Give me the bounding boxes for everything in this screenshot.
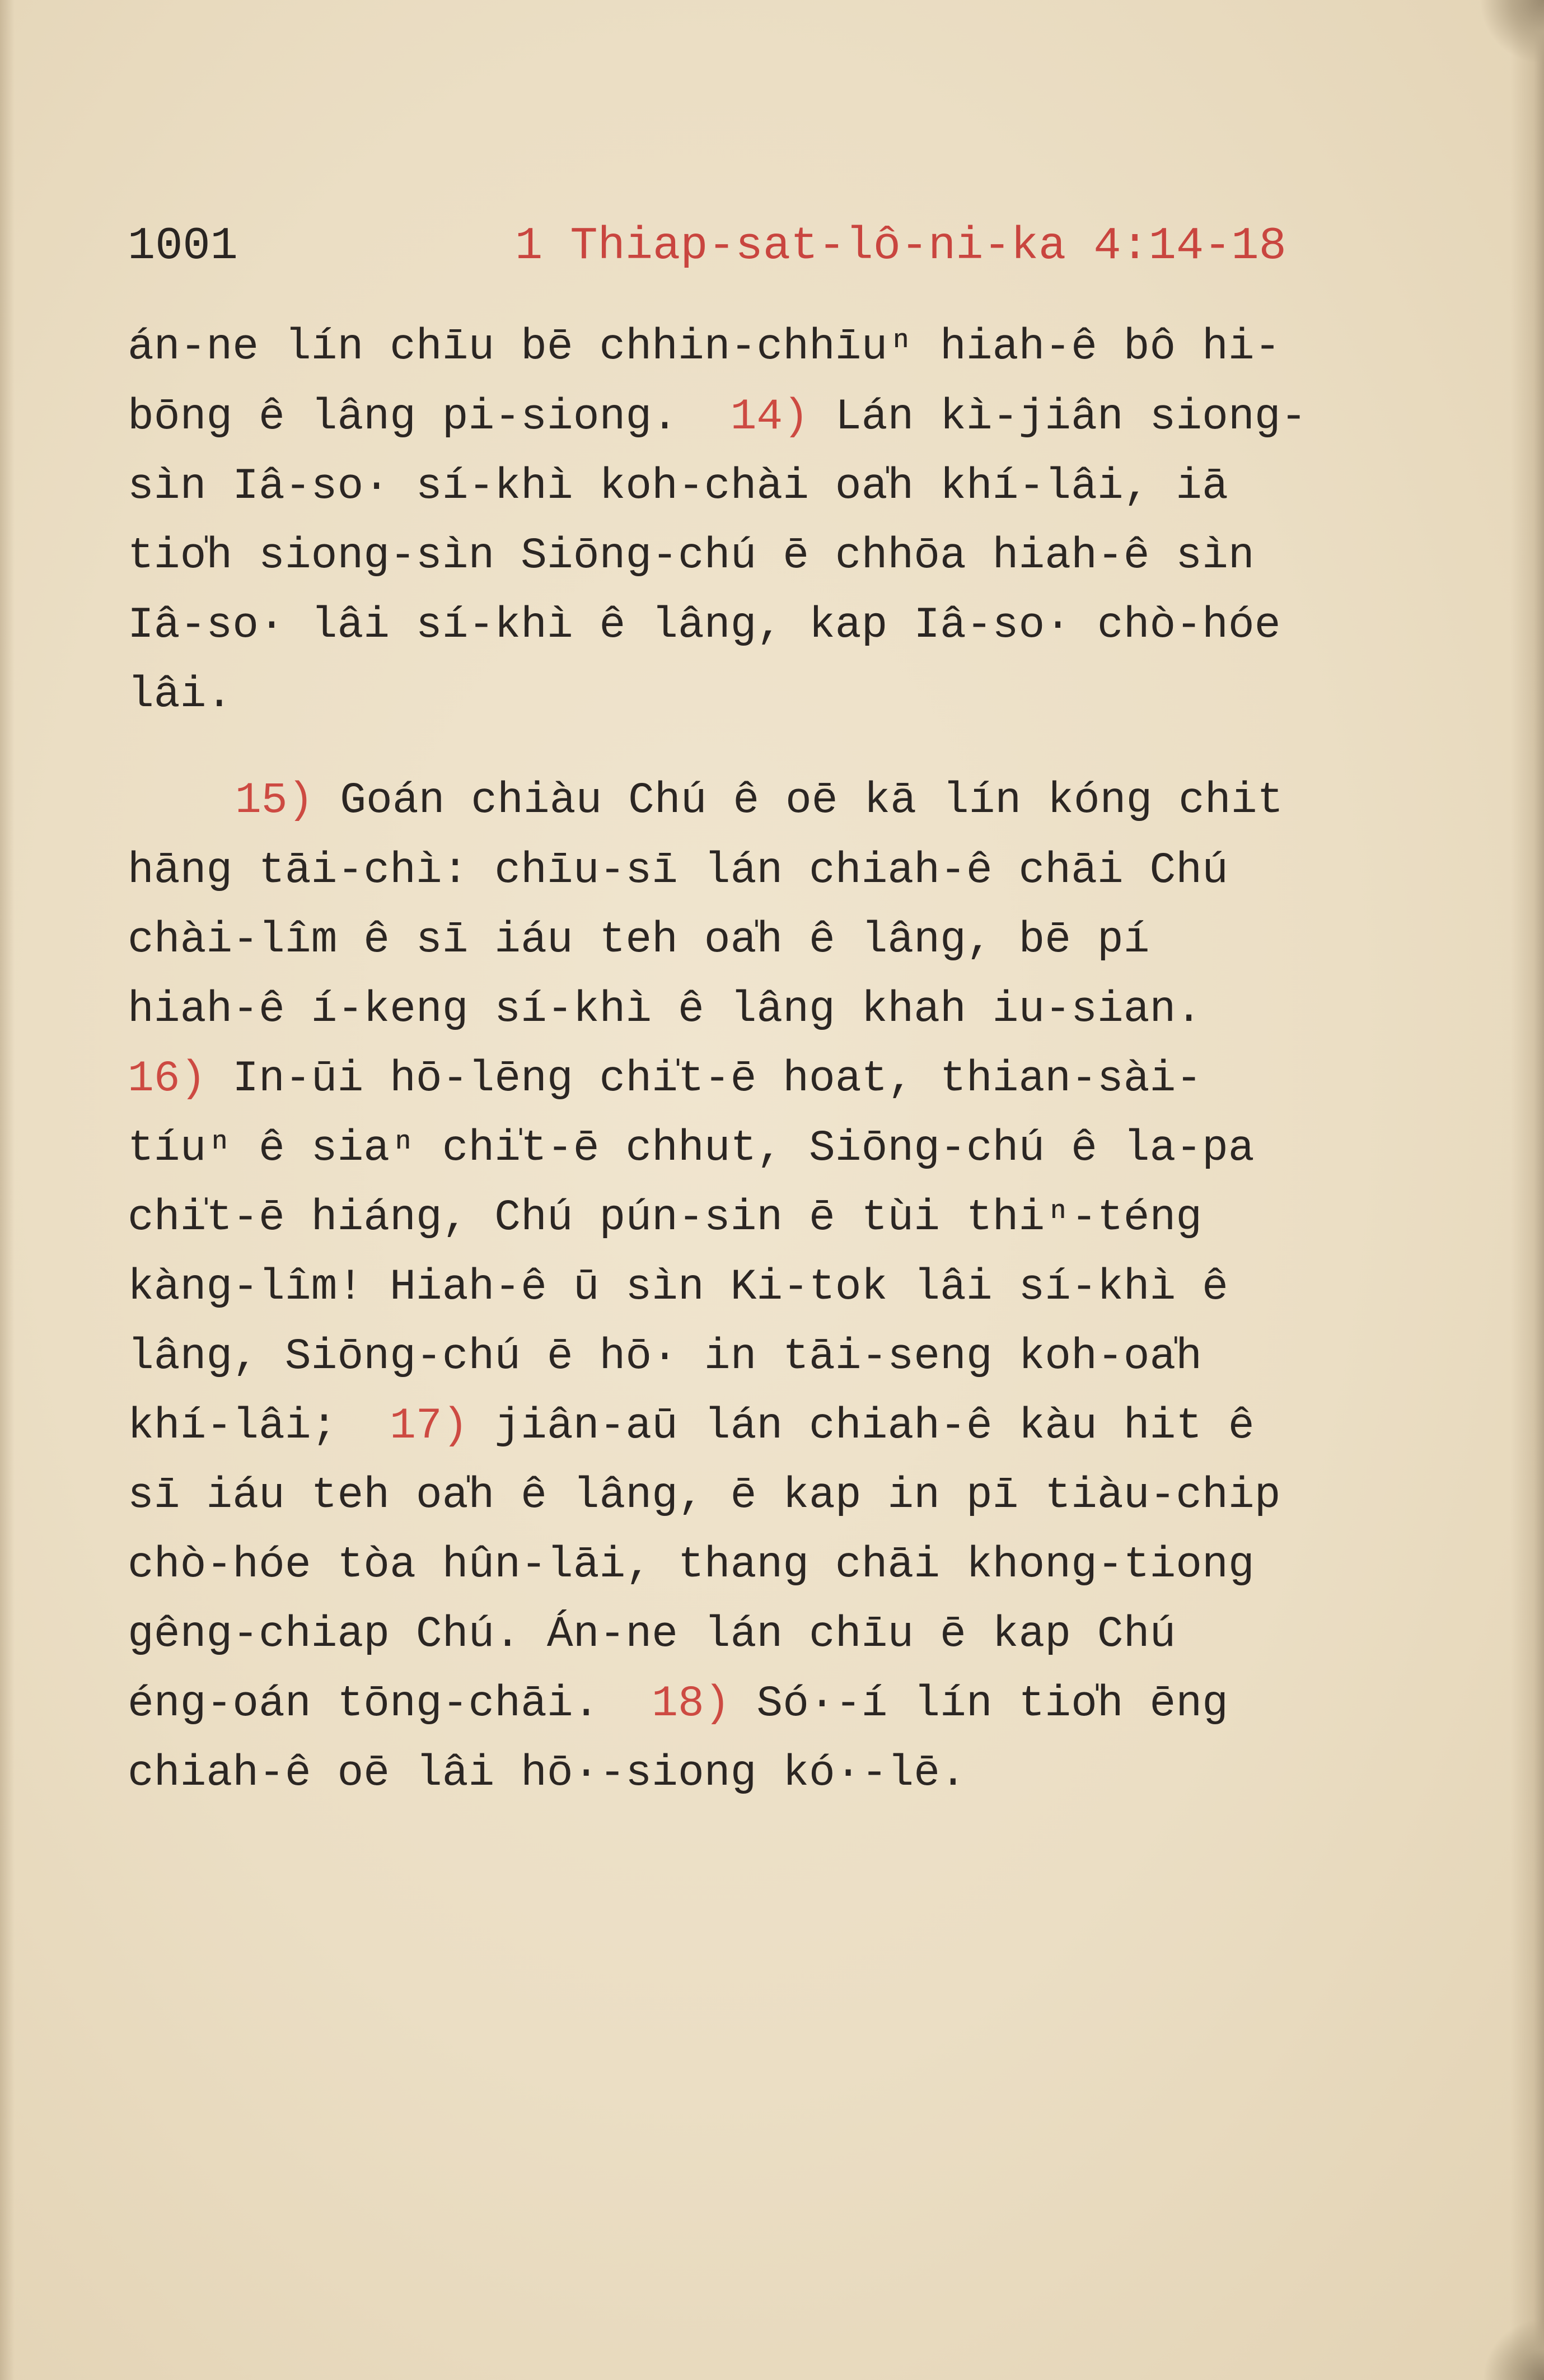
running-title: 1 Thiap-sat-lô-ni-ka 4:14-18 bbox=[515, 220, 1286, 272]
text-segment: lâi. bbox=[128, 670, 233, 720]
text-line bbox=[128, 840, 1228, 902]
text-segment: chi̍t-ē hiáng, Chú pún-sin ē tùi thiⁿ-téng bbox=[128, 1193, 1203, 1243]
text-segment: tio̍h siong-sìn Siōng-chú ē chhōa hiah-ê sìn bbox=[128, 531, 1255, 581]
text-segment: jiân-aū lán chiah-ê kàu hit ê bbox=[468, 1402, 1255, 1451]
text-line bbox=[128, 1326, 1202, 1388]
text-segment: gêng-chiap Chú. Án-ne lán chīu ē kap Chú bbox=[128, 1610, 1176, 1659]
text-segment: lâng, Siōng-chú ē hō· in tāi-seng koh-oa̍h bbox=[128, 1332, 1203, 1382]
text-segment: tíuⁿ ê siaⁿ chi̍t-ē chhut, Siōng-chú ê la-pa bbox=[128, 1124, 1255, 1173]
text-line bbox=[128, 595, 1281, 656]
text-segment: sìn Iâ-so· sí-khì koh-chài oa̍h khí-lâi, iā bbox=[128, 462, 1228, 511]
text-line bbox=[128, 386, 1307, 448]
text-line bbox=[128, 1187, 1202, 1249]
text-segment: án-ne lín chīu bē chhin-chhīuⁿ hiah-ê bô hi- bbox=[128, 323, 1281, 372]
text-segment: In-ūi hō-lēng chi̍t-ē hoat, thian-sài- bbox=[206, 1054, 1203, 1104]
verse-number: 15) bbox=[235, 776, 314, 825]
text-line bbox=[128, 316, 1281, 378]
text-line bbox=[128, 1604, 1176, 1665]
text-line bbox=[128, 909, 1150, 971]
text-segment: chò-hóe tòa hûn-lāi, thang chāi khong-tiong bbox=[128, 1541, 1255, 1590]
worn-corner-bottom bbox=[1482, 2318, 1544, 2380]
verse-number: 16) bbox=[128, 1054, 207, 1104]
text-segment: Lán kì-jiân siong- bbox=[809, 393, 1307, 442]
text-line bbox=[128, 1534, 1255, 1596]
page-number: 1001 bbox=[128, 220, 238, 272]
text-segment: éng-oán tōng-chāi. bbox=[128, 1679, 652, 1729]
text-line bbox=[128, 1743, 966, 1804]
text-line bbox=[128, 1257, 1228, 1318]
text-segment: chiah-ê oē lâi hō·-siong kó·-lē. bbox=[128, 1749, 966, 1798]
text-segment: kàng-lîm! Hiah-ê ū sìn Ki-tok lâi sí-khì ê bbox=[128, 1263, 1228, 1312]
text-line bbox=[128, 1673, 1228, 1735]
text-line bbox=[128, 664, 232, 726]
text-line bbox=[128, 525, 1255, 587]
text-segment: sī iáu teh oa̍h ê lâng, ē kap in pī tiàu-chip bbox=[128, 1471, 1281, 1520]
verse-number: 14) bbox=[730, 393, 810, 442]
text-line bbox=[128, 979, 1202, 1040]
text-line bbox=[128, 1396, 1255, 1457]
text-segment: Só·-í lín tio̍h ēng bbox=[730, 1679, 1228, 1729]
text-line bbox=[128, 1048, 1202, 1110]
page-header bbox=[0, 216, 1544, 277]
text-segment: Iâ-so· lâi sí-khì ê lâng, kap Iâ-so· chò-hóe bbox=[128, 601, 1281, 650]
verse-number: 17) bbox=[390, 1402, 469, 1451]
page-edge-shadow bbox=[1510, 0, 1544, 2380]
text-segment: hāng tāi-chì: chīu-sī lán chiah-ê chāi Chú bbox=[128, 846, 1228, 895]
text-line bbox=[128, 456, 1228, 517]
text-segment: chài-lîm ê sī iáu teh oa̍h ê lâng, bē pí bbox=[128, 916, 1150, 965]
text-segment: Goán chiàu Chú ê oē kā lín kóng chit bbox=[314, 776, 1284, 825]
text-line bbox=[128, 1465, 1281, 1527]
text-segment: bōng ê lâng pi-siong. bbox=[128, 393, 731, 442]
text-segment: khí-lâi; bbox=[128, 1402, 390, 1451]
page-gutter-shadow bbox=[0, 0, 15, 2380]
text-segment: hiah-ê í-keng sí-khì ê lâng khah iu-sian. bbox=[128, 985, 1203, 1034]
verse-number: 18) bbox=[652, 1679, 731, 1729]
worn-corner-top bbox=[1477, 0, 1544, 62]
text-line bbox=[128, 1118, 1255, 1179]
text-line bbox=[235, 770, 1283, 832]
